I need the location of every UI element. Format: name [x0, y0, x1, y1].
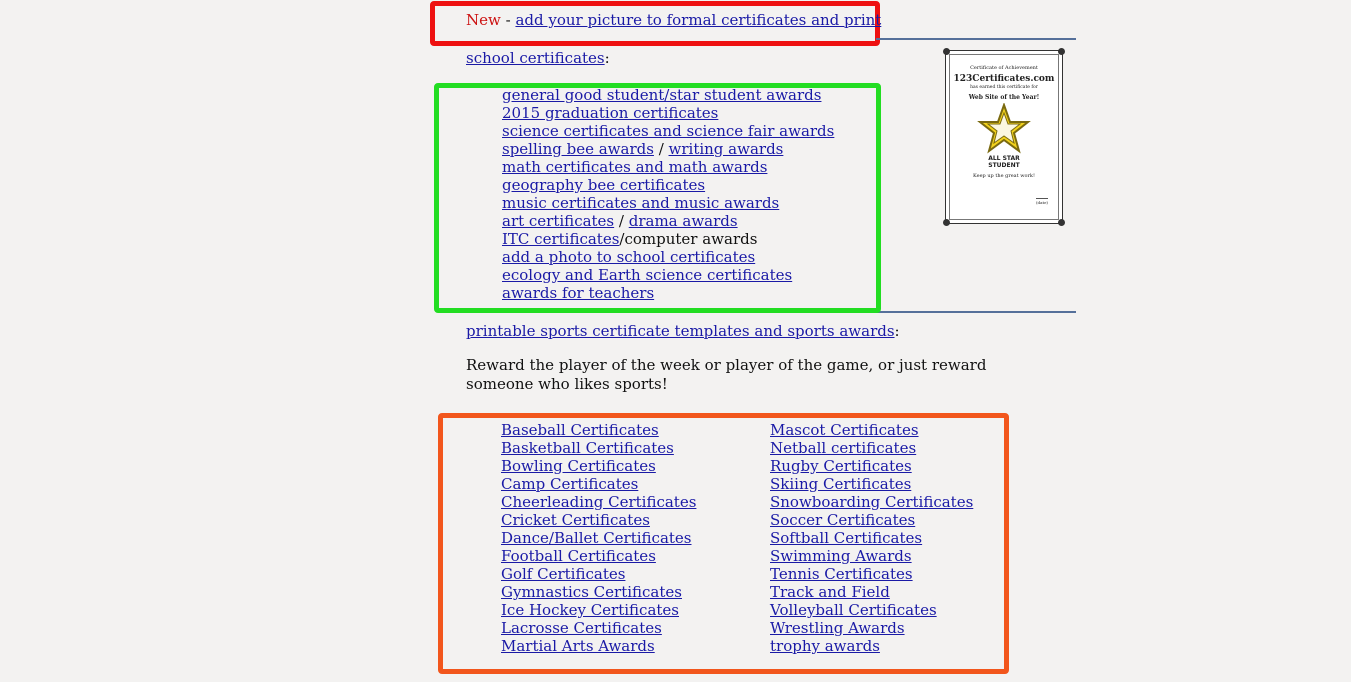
- sports-certificates-link[interactable]: printable sports certificate templates and sports awards: [466, 322, 895, 340]
- cert-date: (date): [1035, 200, 1048, 205]
- corner-ornament: [1058, 48, 1065, 55]
- list-item: [502, 122, 834, 140]
- list-item: [502, 104, 834, 122]
- corner-ornament: [943, 219, 950, 226]
- school-heading: school certificates:: [466, 49, 610, 67]
- list-item: [770, 511, 973, 529]
- list-item: [502, 176, 834, 194]
- netball-link[interactable]: Netball certificates: [770, 439, 917, 457]
- writing-awards-link[interactable]: writing awards: [668, 140, 784, 158]
- wrestling-link[interactable]: Wrestling Awards: [770, 619, 905, 637]
- list-item: [770, 637, 973, 655]
- camp-link[interactable]: Camp Certificates: [501, 475, 639, 493]
- basketball-link[interactable]: Basketball Certificates: [501, 439, 674, 457]
- football-link[interactable]: Football Certificates: [501, 547, 656, 565]
- cert-encouragement: Keep up the great work!: [973, 173, 1035, 179]
- photo-certificates-link[interactable]: add a photo to school certificates: [502, 248, 756, 266]
- list-item: [501, 439, 696, 457]
- list-item: [770, 475, 973, 493]
- sports-heading: printable sports certificate templates and sports awards:: [466, 322, 900, 340]
- dance-ballet-link[interactable]: Dance/Ballet Certificates: [501, 529, 692, 547]
- list-item: [501, 421, 696, 439]
- list-item: [501, 601, 696, 619]
- bowling-link[interactable]: Bowling Certificates: [501, 457, 656, 475]
- cheerleading-link[interactable]: Cheerleading Certificates: [501, 493, 697, 511]
- list-item: [770, 421, 973, 439]
- martial-arts-link[interactable]: Martial Arts Awards: [501, 637, 655, 655]
- art-certificates-link[interactable]: art certificates: [502, 212, 615, 230]
- graduation-certificates-link[interactable]: 2015 graduation certificates: [502, 104, 719, 122]
- music-certificates-link[interactable]: music certificates and music awards: [502, 194, 780, 212]
- divider-top: [876, 38, 1076, 40]
- general-student-awards-link[interactable]: general good student/star student awards: [502, 86, 822, 104]
- cert-site-name: 123Certificates.com: [953, 74, 1055, 84]
- list-item: [501, 565, 696, 583]
- new-label: New: [466, 11, 501, 29]
- cert-earned-text: has earned this certificate for: [970, 85, 1038, 90]
- trophy-awards-link[interactable]: trophy awards: [770, 637, 880, 655]
- spelling-bee-link[interactable]: spelling bee awards: [502, 140, 654, 158]
- divider-middle: [876, 311, 1076, 313]
- skiing-link[interactable]: Skiing Certificates: [770, 475, 912, 493]
- school-certificates-link[interactable]: school certificates: [466, 49, 605, 67]
- list-item: [501, 493, 696, 511]
- teacher-awards-link[interactable]: awards for teachers: [502, 284, 655, 302]
- ice-hockey-link[interactable]: Ice Hockey Certificates: [501, 601, 679, 619]
- star-icon: [977, 103, 1031, 155]
- list-item: [502, 266, 834, 284]
- tennis-link[interactable]: Tennis Certificates: [770, 565, 913, 583]
- list-item: [501, 457, 696, 475]
- list-item: [770, 457, 973, 475]
- list-item: [770, 439, 973, 457]
- list-item: spelling bee awards / writing awards: [502, 140, 784, 158]
- mascot-link[interactable]: Mascot Certificates: [770, 421, 919, 439]
- list-item: [502, 158, 834, 176]
- drama-awards-link[interactable]: drama awards: [628, 212, 738, 230]
- list-item: [501, 511, 696, 529]
- cricket-link[interactable]: Cricket Certificates: [501, 511, 650, 529]
- itc-certificates-link[interactable]: ITC certificates: [502, 230, 620, 248]
- list-item: ITC certificates/computer awards: [502, 230, 758, 248]
- sports-description: Reward the player of the week or player of the game, or just reward someone who likes sports!: [466, 356, 987, 393]
- soccer-link[interactable]: Soccer Certificates: [770, 511, 916, 529]
- gymnastics-link[interactable]: Gymnastics Certificates: [501, 583, 682, 601]
- school-list: [502, 86, 834, 302]
- list-item: [770, 547, 973, 565]
- cert-student: STUDENT: [988, 162, 1020, 169]
- list-item: [770, 619, 973, 637]
- list-item: [501, 637, 696, 655]
- list-item: [501, 619, 696, 637]
- list-item: [502, 86, 834, 104]
- list-item: [502, 248, 834, 266]
- list-item: [502, 194, 834, 212]
- list-item: [770, 601, 973, 619]
- list-item: [770, 565, 973, 583]
- softball-link[interactable]: Softball Certificates: [770, 529, 923, 547]
- list-item: [502, 284, 834, 302]
- list-item: [501, 475, 696, 493]
- ecology-certificates-link[interactable]: ecology and Earth science certificates: [502, 266, 793, 284]
- list-item: [770, 493, 973, 511]
- list-item: [501, 583, 696, 601]
- cert-all-star: ALL STAR: [988, 155, 1020, 162]
- list-item: [770, 583, 973, 601]
- rugby-link[interactable]: Rugby Certificates: [770, 457, 912, 475]
- add-picture-link[interactable]: add your picture to formal certificates and print: [515, 11, 882, 29]
- math-certificates-link[interactable]: math certificates and math awards: [502, 158, 768, 176]
- snowboarding-link[interactable]: Snowboarding Certificates: [770, 493, 974, 511]
- list-item: [770, 529, 973, 547]
- geography-bee-link[interactable]: geography bee certificates: [502, 176, 706, 194]
- volleyball-link[interactable]: Volleyball Certificates: [770, 601, 937, 619]
- cert-title: Certificate of Achievement: [970, 65, 1038, 71]
- track-field-link[interactable]: Track and Field: [770, 583, 890, 601]
- list-item: [501, 547, 696, 565]
- corner-ornament: [943, 48, 950, 55]
- sports-list-left: [501, 421, 696, 655]
- banner-separator: -: [500, 11, 516, 29]
- sports-list-right: [770, 421, 973, 655]
- lacrosse-link[interactable]: Lacrosse Certificates: [501, 619, 662, 637]
- cert-award-name: Web Site of the Year!: [968, 94, 1040, 101]
- list-item: [501, 529, 696, 547]
- baseball-link[interactable]: Baseball Certificates: [501, 421, 659, 439]
- list-item: art certificates / drama awards: [502, 212, 738, 230]
- golf-link[interactable]: Golf Certificates: [501, 565, 626, 583]
- corner-ornament: [1058, 219, 1065, 226]
- science-certificates-link[interactable]: science certificates and science fair awards: [502, 122, 835, 140]
- swimming-link[interactable]: Swimming Awards: [770, 547, 912, 565]
- new-banner: [466, 11, 881, 29]
- certificate-thumbnail[interactable]: [945, 50, 1063, 224]
